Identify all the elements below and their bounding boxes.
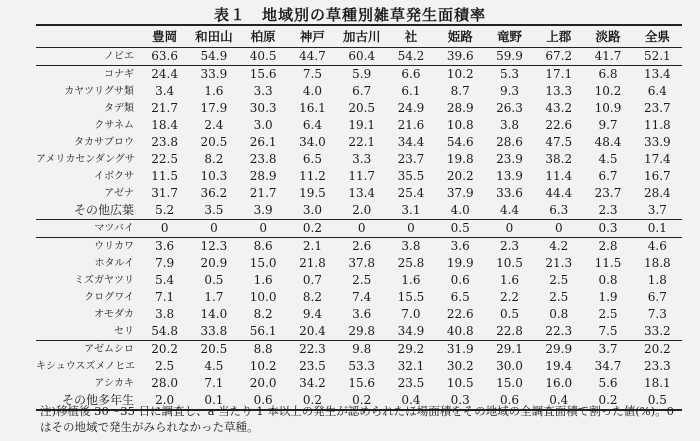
table-cell: 22.6 — [446, 307, 474, 321]
table-cell: 3.9 — [239, 202, 288, 220]
table-cell: 0 — [337, 220, 386, 238]
table-cell: 19.1 — [348, 118, 376, 132]
table-cell: 0.7 — [302, 273, 322, 287]
table-cell: 17.4 — [643, 152, 671, 166]
table-row — [36, 168, 682, 185]
table-cell: 13.9 — [496, 169, 523, 183]
table-cell: 28.6 — [496, 135, 523, 149]
table-cell: 24.9 — [397, 101, 425, 115]
table-cell: 3.3 — [352, 152, 372, 166]
table-cell: 44.4 — [545, 186, 573, 200]
table-cell: 9.8 — [352, 342, 372, 356]
table-cell: 7.1 — [204, 376, 224, 390]
table-cell: 3.5 — [189, 202, 238, 220]
table-cell: 3.0 — [288, 202, 337, 220]
table-cell: 6.7 — [352, 84, 372, 98]
table-cell: 4.0 — [436, 202, 485, 220]
table-cell: 2.1 — [302, 239, 322, 253]
table-cell: 11.4 — [545, 169, 573, 183]
row-label: ノビエ — [36, 48, 140, 66]
table-cell: 1.9 — [598, 290, 618, 304]
table-row — [36, 117, 682, 134]
column-header: 姫路 — [436, 25, 485, 48]
table-cell: 20.2 — [446, 169, 474, 183]
table-cell: 21.3 — [545, 256, 573, 270]
table-row — [36, 341, 682, 359]
table-cell: 6.3 — [534, 202, 583, 220]
table-cell: 1.6 — [253, 273, 273, 287]
table-cell: 29.1 — [496, 342, 523, 356]
table-cell: 11.5 — [594, 256, 622, 270]
row-label: ウリカワ — [94, 241, 134, 252]
table-cell: 0 — [485, 220, 534, 238]
table-cell: 9.7 — [598, 118, 618, 132]
table-cell: 10.5 — [446, 376, 474, 390]
table-cell: 23.7 — [397, 152, 425, 166]
table-cell: 0.2 — [288, 392, 337, 410]
table-cell: 23.3 — [643, 359, 671, 373]
table-cell: 23.8 — [249, 152, 277, 166]
table-cell: 7.5 — [302, 67, 322, 81]
table-cell: 60.4 — [337, 48, 386, 66]
table-cell: 0.5 — [499, 307, 520, 321]
table-cell: 3.8 — [155, 307, 175, 321]
table-cell: 0 — [189, 220, 238, 238]
table-cell: 22.5 — [151, 152, 178, 166]
table-cell: 3.0 — [253, 118, 273, 132]
table-cell: 20.0 — [249, 376, 277, 390]
table-cell: 54.2 — [386, 48, 435, 66]
row-label: タデ類 — [104, 103, 134, 114]
column-header: 上郡 — [534, 25, 583, 48]
table-cell: 67.2 — [534, 48, 583, 66]
table-cell: 0.2 — [337, 392, 386, 410]
table-cell: 0.1 — [633, 220, 682, 238]
table-cell: 21.6 — [397, 118, 425, 132]
row-label: キシュウスズメノヒエ — [36, 361, 136, 372]
table-cell: 6.5 — [450, 290, 470, 304]
table-cell: 4.0 — [302, 84, 322, 98]
table-cell: 10.8 — [446, 118, 474, 132]
column-header: 神戸 — [288, 25, 337, 48]
table-cell: 15.0 — [496, 376, 523, 390]
table-cell: 20.2 — [151, 342, 178, 356]
table-cell: 2.5 — [352, 273, 372, 287]
table-row — [36, 358, 682, 375]
table-cell: 0.2 — [583, 392, 632, 410]
table-cell: 33.9 — [200, 67, 228, 81]
column-header: 豊岡 — [140, 25, 189, 48]
table-cell: 2.2 — [499, 290, 520, 304]
row-label: その他広葉 — [36, 202, 140, 220]
table-title: 表１ 地域別の草種別雑草発生面積率 — [213, 6, 486, 24]
table-cell: 0.6 — [239, 392, 288, 410]
table-cell: 3.1 — [386, 202, 435, 220]
table-cell: 6.5 — [302, 152, 322, 166]
table-cell: 6.8 — [598, 67, 618, 81]
row-label: タカサブロウ — [74, 137, 134, 148]
table-cell: 8.8 — [253, 342, 273, 356]
table-cell: 13.4 — [643, 67, 671, 81]
table-cell: 0.6 — [450, 273, 470, 287]
table-cell: 10.3 — [200, 169, 228, 183]
table-cell: 10.2 — [594, 84, 622, 98]
table-cell: 25.8 — [397, 256, 425, 270]
table-cell: 0 — [140, 220, 189, 238]
table-row — [36, 48, 682, 66]
table-cell: 10.9 — [594, 101, 622, 115]
table-cell: 3.7 — [633, 202, 682, 220]
table-row — [36, 255, 682, 272]
table-cell: 7.0 — [401, 307, 421, 321]
table-cell: 10.0 — [249, 290, 277, 304]
table-row — [36, 220, 682, 238]
table-row — [36, 323, 682, 341]
table-cell: 7.9 — [155, 256, 175, 270]
table-cell: 2.0 — [337, 202, 386, 220]
table-cell: 1.6 — [499, 273, 520, 287]
row-label: その他多年生 — [36, 392, 140, 410]
row-label: クログワイ — [84, 292, 134, 303]
table-cell: 56.1 — [239, 323, 288, 341]
table-row — [36, 289, 682, 306]
table-cell: 33.9 — [643, 135, 671, 149]
row-label: アメリカセンダングサ — [36, 154, 135, 165]
table-row — [36, 306, 682, 323]
table-cell: 1.7 — [204, 290, 224, 304]
row-label: オモダカ — [94, 309, 134, 320]
table-cell: 0.1 — [189, 392, 238, 410]
table-cell: 2.8 — [598, 239, 618, 253]
table-cell: 22.3 — [299, 342, 326, 356]
row-label: マツバイ — [36, 220, 140, 238]
table-cell: 3.8 — [499, 118, 520, 132]
table-cell: 2.5 — [155, 359, 175, 373]
table-cell: 0 — [534, 220, 583, 238]
table-cell: 52.1 — [633, 48, 682, 66]
table-cell: 7.5 — [583, 323, 632, 341]
table-cell: 32.1 — [397, 359, 425, 373]
row-label: アシカキ — [94, 378, 134, 389]
column-header: 柏原 — [239, 25, 288, 48]
table-cell: 11.2 — [299, 169, 326, 183]
table-cell: 22.1 — [348, 135, 376, 149]
table-cell: 54.8 — [140, 323, 189, 341]
table-cell: 44.7 — [288, 48, 337, 66]
table-cell: 20.4 — [288, 323, 337, 341]
table-cell: 19.8 — [446, 152, 474, 166]
table-cell: 8.6 — [253, 239, 273, 253]
table-cell: 22.6 — [545, 118, 573, 132]
table-cell: 34.4 — [397, 135, 425, 149]
table-cell: 63.6 — [140, 48, 189, 66]
table-cell: 34.0 — [299, 135, 326, 149]
column-header: 竜野 — [485, 25, 534, 48]
table-cell: 29.8 — [337, 323, 386, 341]
table-row — [36, 238, 682, 256]
table-cell: 47.5 — [545, 135, 573, 149]
table-cell: 30.2 — [446, 359, 474, 373]
table-cell: 7.1 — [155, 290, 175, 304]
table-cell: 13.3 — [545, 84, 573, 98]
table-cell: 15.5 — [397, 290, 425, 304]
table-cell: 4.6 — [647, 239, 667, 253]
table-cell: 8.7 — [450, 84, 470, 98]
table-cell: 18.8 — [643, 256, 671, 270]
table-cell: 29.9 — [545, 342, 573, 356]
table-cell: 37.8 — [348, 256, 376, 270]
weed-occurrence-table — [36, 24, 682, 411]
table-cell: 15.6 — [348, 376, 376, 390]
table-cell: 20.5 — [200, 135, 228, 149]
header-row — [36, 25, 682, 48]
table-cell: 39.6 — [436, 48, 485, 66]
table-row — [36, 83, 682, 100]
table-cell: 23.7 — [594, 186, 622, 200]
table-cell: 23.8 — [151, 135, 178, 149]
column-header: 淡路 — [583, 25, 632, 48]
table-cell: 2.5 — [549, 290, 569, 304]
table-cell: 10.2 — [249, 359, 277, 373]
table-cell: 34.2 — [299, 376, 326, 390]
table-cell: 7.4 — [352, 290, 372, 304]
table-cell: 0.5 — [204, 273, 224, 287]
table-cell: 0.4 — [386, 392, 435, 410]
table-cell: 35.5 — [397, 169, 425, 183]
table-cell: 18.1 — [643, 376, 671, 390]
table-cell: 15.0 — [249, 256, 277, 270]
table-cell: 0.3 — [583, 220, 632, 238]
table-cell: 0.8 — [549, 307, 569, 321]
column-header: 和田山 — [189, 25, 238, 48]
table-cell: 33.2 — [633, 323, 682, 341]
table-cell: 5.6 — [598, 376, 618, 390]
table-cell: 53.3 — [348, 359, 376, 373]
row-label: セリ — [36, 323, 140, 341]
table-cell: 3.7 — [598, 342, 618, 356]
table-cell: 11.7 — [348, 169, 376, 183]
row-label: ミズガヤツリ — [74, 275, 134, 286]
table-cell: 2.6 — [352, 239, 372, 253]
row-label: イボクサ — [94, 171, 134, 182]
table-row — [36, 100, 682, 117]
table-cell: 28.9 — [249, 169, 277, 183]
table-cell: 31.7 — [151, 186, 178, 200]
table-cell: 3.3 — [253, 84, 273, 98]
table-cell: 12.3 — [200, 239, 228, 253]
table-cell: 28.0 — [151, 376, 178, 390]
table-cell: 54.6 — [446, 135, 474, 149]
table-cell: 30.3 — [249, 101, 277, 115]
table-cell: 5.2 — [140, 202, 189, 220]
table-cell: 5.3 — [499, 67, 520, 81]
table-cell: 16.0 — [545, 376, 573, 390]
table-cell: 20.5 — [348, 101, 376, 115]
table-cell: 0.8 — [598, 273, 618, 287]
table-footnote: 注)移植後 30～35 日に調査し、a 当たり 1 本以上の発生が認められたほ場面積をその地域の全調査面積で割った値(%)。0 はその地域で発生がみられなかった草種。 — [40, 404, 674, 434]
table-cell: 6.4 — [647, 84, 667, 98]
table-cell: 15.6 — [249, 67, 277, 81]
table-cell: 0.3 — [436, 392, 485, 410]
table-cell: 2.4 — [204, 118, 224, 132]
table-cell: 5.9 — [352, 67, 372, 81]
table-cell: 41.7 — [583, 48, 632, 66]
table-cell: 14.0 — [200, 307, 228, 321]
column-header: 加古川 — [337, 25, 386, 48]
table-cell: 23.5 — [299, 359, 326, 373]
table-cell: 34.9 — [386, 323, 435, 341]
table-cell: 19.4 — [545, 359, 573, 373]
table-cell: 23.5 — [397, 376, 425, 390]
table-cell: 17.1 — [545, 67, 573, 81]
table-row — [36, 185, 682, 202]
row-label: アゼムシロ — [84, 344, 134, 355]
table-cell: 2.5 — [549, 273, 569, 287]
table-cell: 26.3 — [496, 101, 523, 115]
table-cell: 3.6 — [352, 307, 372, 321]
table-cell: 33.6 — [496, 186, 523, 200]
table-cell: 21.8 — [299, 256, 326, 270]
table-cell: 20.5 — [200, 342, 228, 356]
table-cell: 4.2 — [549, 239, 569, 253]
corner-cell — [36, 25, 140, 48]
column-header: 全県 — [633, 25, 682, 48]
table-cell: 21.7 — [249, 186, 277, 200]
row-label: コナギ — [104, 69, 134, 80]
table-cell: 23.7 — [643, 101, 671, 115]
table-cell: 0.4 — [534, 392, 583, 410]
table-cell: 48.4 — [594, 135, 622, 149]
table-cell: 0 — [239, 220, 288, 238]
table-row — [36, 66, 682, 84]
table-cell: 11.8 — [643, 118, 671, 132]
table-cell: 8.2 — [302, 290, 322, 304]
table-cell: 43.2 — [545, 101, 573, 115]
table-cell: 23.9 — [496, 152, 523, 166]
table-cell: 54.9 — [189, 48, 238, 66]
row-label: カヤツリグサ類 — [64, 86, 134, 97]
table-row — [36, 151, 682, 168]
table-cell: 2.0 — [140, 392, 189, 410]
table-cell: 1.6 — [204, 84, 224, 98]
table-cell: 22.8 — [485, 323, 534, 341]
table-cell: 26.1 — [249, 135, 277, 149]
table-cell: 9.4 — [302, 307, 322, 321]
table-cell: 6.7 — [647, 290, 667, 304]
table-cell: 25.4 — [397, 186, 425, 200]
table-row — [36, 272, 682, 289]
table-cell: 6.1 — [401, 84, 421, 98]
table-cell: 8.2 — [253, 307, 273, 321]
table-cell: 8.2 — [204, 152, 224, 166]
table-cell: 20.2 — [643, 342, 671, 356]
table-cell: 19.5 — [299, 186, 326, 200]
table-cell: 40.5 — [239, 48, 288, 66]
table-cell: 3.6 — [450, 239, 470, 253]
table-cell: 59.9 — [485, 48, 534, 66]
table-cell: 1.6 — [401, 273, 421, 287]
table-cell: 9.3 — [499, 84, 520, 98]
table-cell: 20.9 — [200, 256, 228, 270]
table-cell: 6.6 — [401, 67, 421, 81]
table-row — [36, 202, 682, 220]
row-label: ホタルイ — [94, 258, 134, 269]
table-cell: 13.4 — [348, 186, 376, 200]
table-cell: 10.5 — [496, 256, 523, 270]
table-cell: 18.4 — [151, 118, 178, 132]
row-label: クサネム — [94, 120, 134, 131]
table-cell: 6.7 — [598, 169, 618, 183]
table-cell: 3.4 — [155, 84, 175, 98]
table-cell: 11.5 — [151, 169, 178, 183]
table-cell: 6.4 — [302, 118, 322, 132]
table-cell: 28.4 — [643, 186, 671, 200]
table-cell: 7.3 — [647, 307, 667, 321]
table-cell: 40.8 — [436, 323, 485, 341]
table-cell: 28.9 — [446, 101, 474, 115]
table-cell: 0 — [386, 220, 435, 238]
table-cell: 22.3 — [534, 323, 583, 341]
row-label: アゼナ — [104, 188, 134, 199]
table-cell: 17.9 — [200, 101, 228, 115]
table-row — [36, 375, 682, 392]
table-row — [36, 134, 682, 151]
table-cell: 4.4 — [485, 202, 534, 220]
table-cell: 38.2 — [545, 152, 573, 166]
table-cell: 0.6 — [485, 392, 534, 410]
table-cell: 3.6 — [155, 239, 175, 253]
table-cell: 0.2 — [288, 220, 337, 238]
table-cell: 30.0 — [496, 359, 523, 373]
table-cell: 37.9 — [446, 186, 474, 200]
table-cell: 19.9 — [446, 256, 474, 270]
table-cell: 31.9 — [446, 342, 474, 356]
table-cell: 21.7 — [151, 101, 178, 115]
table-cell: 5.4 — [155, 273, 175, 287]
table-cell: 24.4 — [151, 67, 178, 81]
table-cell: 16.7 — [643, 169, 671, 183]
table-cell: 4.5 — [598, 152, 618, 166]
column-header: 社 — [386, 25, 435, 48]
table-cell: 2.3 — [583, 202, 632, 220]
table-cell: 29.2 — [397, 342, 425, 356]
table-cell: 0.5 — [436, 220, 485, 238]
table-cell: 1.8 — [647, 273, 667, 287]
table-cell: 3.8 — [401, 239, 421, 253]
table-cell: 16.1 — [299, 101, 326, 115]
table-cell: 4.5 — [204, 359, 224, 373]
table-cell: 34.7 — [594, 359, 622, 373]
table-cell: 10.2 — [446, 67, 474, 81]
table-cell: 0.5 — [633, 392, 682, 410]
table-cell: 33.8 — [189, 323, 238, 341]
table-cell: 2.5 — [598, 307, 618, 321]
table-cell: 2.3 — [499, 239, 520, 253]
table-cell: 36.2 — [200, 186, 228, 200]
